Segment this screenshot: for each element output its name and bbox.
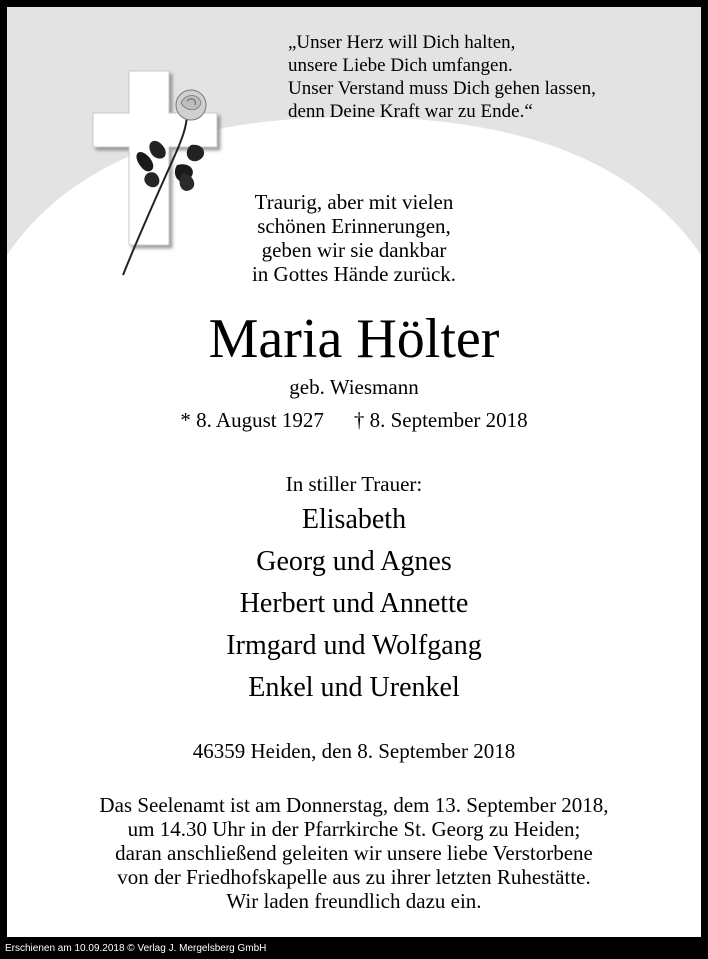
maiden-name: geb. Wiesmann <box>289 375 419 399</box>
life-dates <box>7 407 701 433</box>
mourner-name: Herbert und Annette <box>239 588 469 619</box>
quote: „Unser Herz will Dich halten, unsere Liebe Dich umfangen. Unser Verstand muss Dich gehen lassen, denn Deine Kraft war zu Ende.“ <box>288 32 596 122</box>
mourner-list <box>7 499 701 709</box>
birth-date: * 8. August 1927 <box>180 408 324 432</box>
publication-footer: Erschienen am 10.09.2018 © Verlag J. Mergelsberg GmbH <box>5 943 267 954</box>
mourner-name: Irmgard und Wolfgang <box>226 630 482 661</box>
mourning-label: In stiller Trauer: <box>285 472 423 496</box>
place-date: 46359 Heiden, den 8. September 2018 <box>192 739 516 763</box>
mourner-name: Elisabeth <box>301 504 407 535</box>
mourner-name: Enkel und Urenkel <box>248 672 460 703</box>
obituary-notice <box>7 7 701 937</box>
funeral-details: Das Seelenamt ist am Donnerstag, dem 13. September 2018, um 14.30 Uhr in der Pfarrkirche St. Georg zu Heiden; daran anschließend geleiten wir unsere liebe Verstorbene von der Friedhofskapelle aus zu ihrer letzten Ruhestätte. Wir laden freundlich dazu ein. <box>99 793 609 913</box>
death-date: † 8. September 2018 <box>353 408 528 432</box>
deceased-name: Maria Hölter <box>208 308 500 370</box>
mourner-name: Georg und Agnes <box>256 546 452 577</box>
intro-text: Traurig, aber mit vielen schönen Erinnerungen, geben wir sie dankbar in Gottes Hände zurück. <box>251 190 457 286</box>
